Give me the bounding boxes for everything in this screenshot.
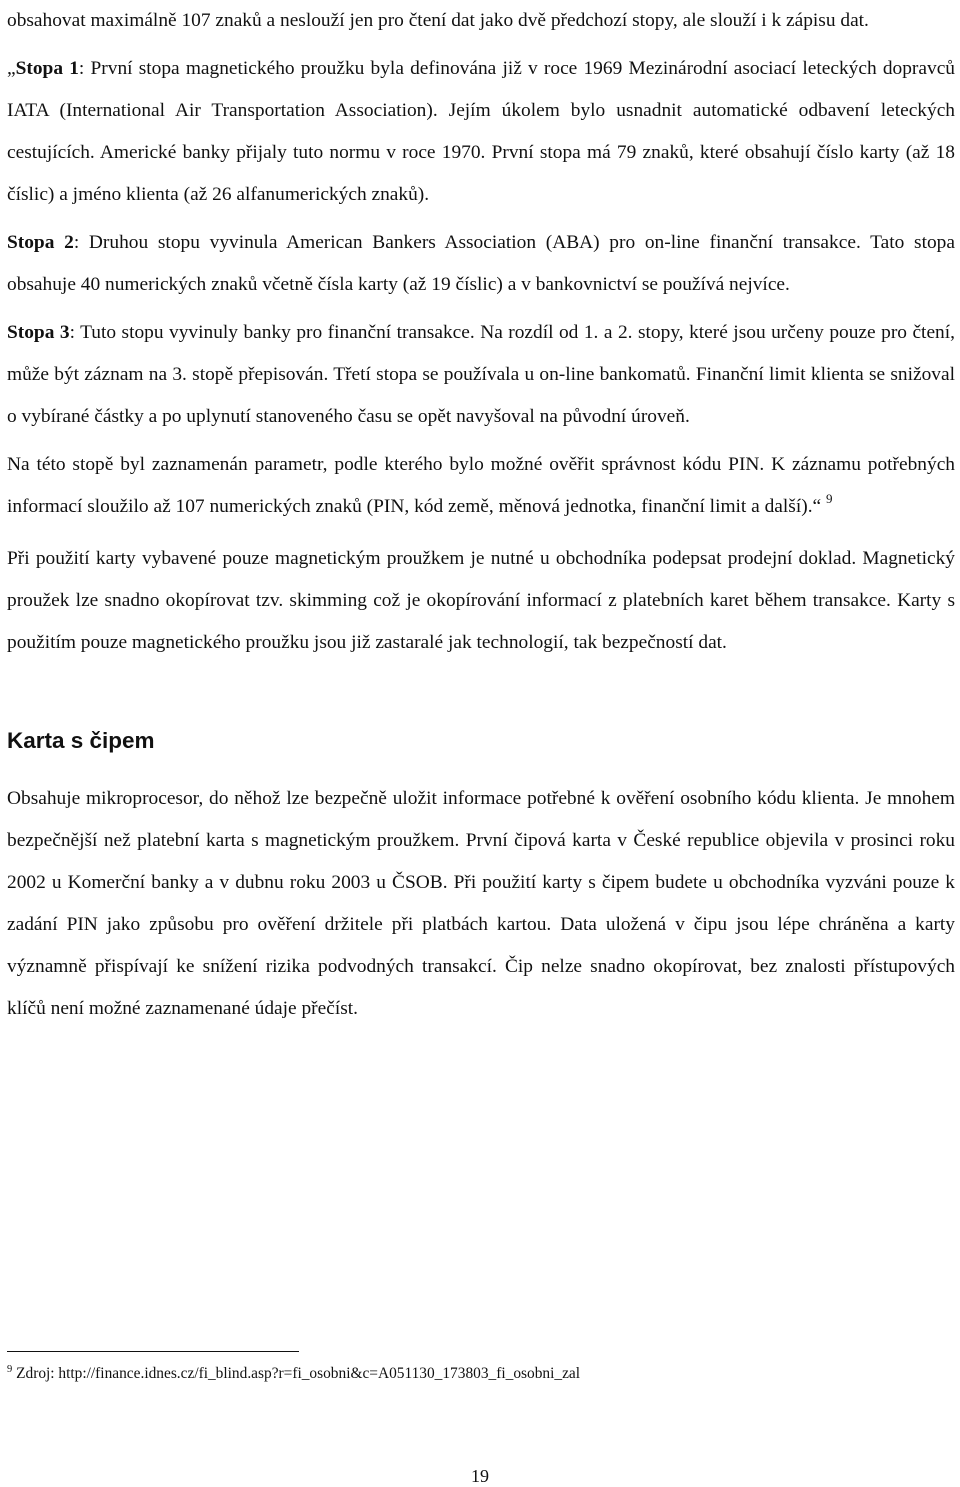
paragraph-stopa-2 — [7, 222, 955, 306]
stopa-2-text: : Druhou stopu vyvinula American Bankers Association (ABA) pro on-line finanční transakce. Tato stopa obsahuje 40 numerických znaků včetně čísla karty (až 19 číslic) a v bankovnictví se používá nejvíce. — [7, 232, 955, 295]
stopa-1-label: Stopa 1 — [15, 58, 79, 79]
document-page — [7, 0, 955, 1030]
paragraph-continuation — [7, 0, 955, 42]
paragraph-chip-card — [7, 778, 955, 1030]
stopa-3-label: Stopa 3 — [7, 322, 70, 343]
page-number: 19 — [471, 1466, 489, 1486]
pin-text: Na této stopě byl zaznamenán parametr, podle kterého bylo možné ověřit správnost kódu PIN. K záznamu potřebných informací sloužilo až 107 numerických znaků (PIN, kód země, měnová jednotka, finanční limit a další).“ — [7, 454, 955, 517]
stopa-1-text: : První stopa magnetického proužku byla definována již v roce 1969 Mezinárodní asociací leteckých dopravců IATA (International Air Transportation Association). Jejím úkolem bylo usnadnit automatické odbavení leteckých cestujících. Americké banky přijaly tuto normu v roce 1970. První stopa má 79 znaků, které obsahují číslo karty (až 18 číslic) a jméno klienta (až 26 alfanumerických znaků). — [7, 58, 955, 205]
footnote-reference: 9 — [826, 491, 833, 506]
stopa-3-text: : Tuto stopu vyvinuly banky pro finanční transakce. Na rozdíl od 1. a 2. stopy, které jsou určeny pouze pro čtení, může být záznam na 3. stopě přepisován. Třetí stopa se používala u on-line bankomatů. Finanční limit klienta se snižoval o vybírané částky a po uplynutí stanoveného času se opět navyšoval na původní úroveň. — [7, 322, 955, 427]
paragraph-stopa-3 — [7, 312, 955, 438]
footnote-number: 9 — [7, 1364, 13, 1375]
paragraph-magnetic-card — [7, 538, 955, 664]
footnote-separator — [7, 1351, 299, 1352]
section-heading-chip-card: Karta s čipem — [7, 728, 155, 753]
opening-quote: „ — [7, 58, 16, 79]
paragraph-stopa-1 — [7, 48, 955, 216]
chip-card-text: Obsahuje mikroprocesor, do něhož lze bezpečně uložit informace potřebné k ověření osobního kódu klienta. Je mnohem bezpečnější než platební karta s magnetickým proužkem. První čipová karta v České republice objevila v prosinci roku 2002 u Komerční banky a v dubnu roku 2003 u ČSOB. Při použití karty s čipem budete u obchodníka vyzváni pouze k zadání PIN jako způsobu pro ověření držitele při platbách kartou. Data uložená v čipu jsou lépe chráněna a karty významně přispívají ke snížení rizika podvodných transakcí. Čip nelze snadno okopírovat, bez znalosti přístupových klíčů není možné zaznamenané údaje přečíst. — [7, 788, 955, 1019]
magnetic-card-text: Při použití karty vybavené pouze magnetickým proužkem je nutné u obchodníka podepsat prodejní doklad. Magnetický proužek lze snadno okopírovat tzv. skimming což je okopírování informací z platebních karet během transakce. Karty s použitím pouze magnetického proužku jsou již zastaralé jak technologií, tak bezpečností dat. — [7, 548, 955, 653]
paragraph-continuation-text: obsahovat maximálně 107 znaků a neslouží jen pro čtení dat jako dvě předchozí stopy, ale slouží i k zápisu dat. — [7, 10, 869, 31]
paragraph-pin — [7, 444, 955, 528]
footnote — [7, 1364, 580, 1384]
footnote-text: Zdroj: http://finance.idnes.cz/fi_blind.asp?r=fi_osobni&c=A051130_173803_fi_osobni_zal — [12, 1365, 581, 1382]
stopa-2-label: Stopa 2 — [7, 232, 74, 253]
